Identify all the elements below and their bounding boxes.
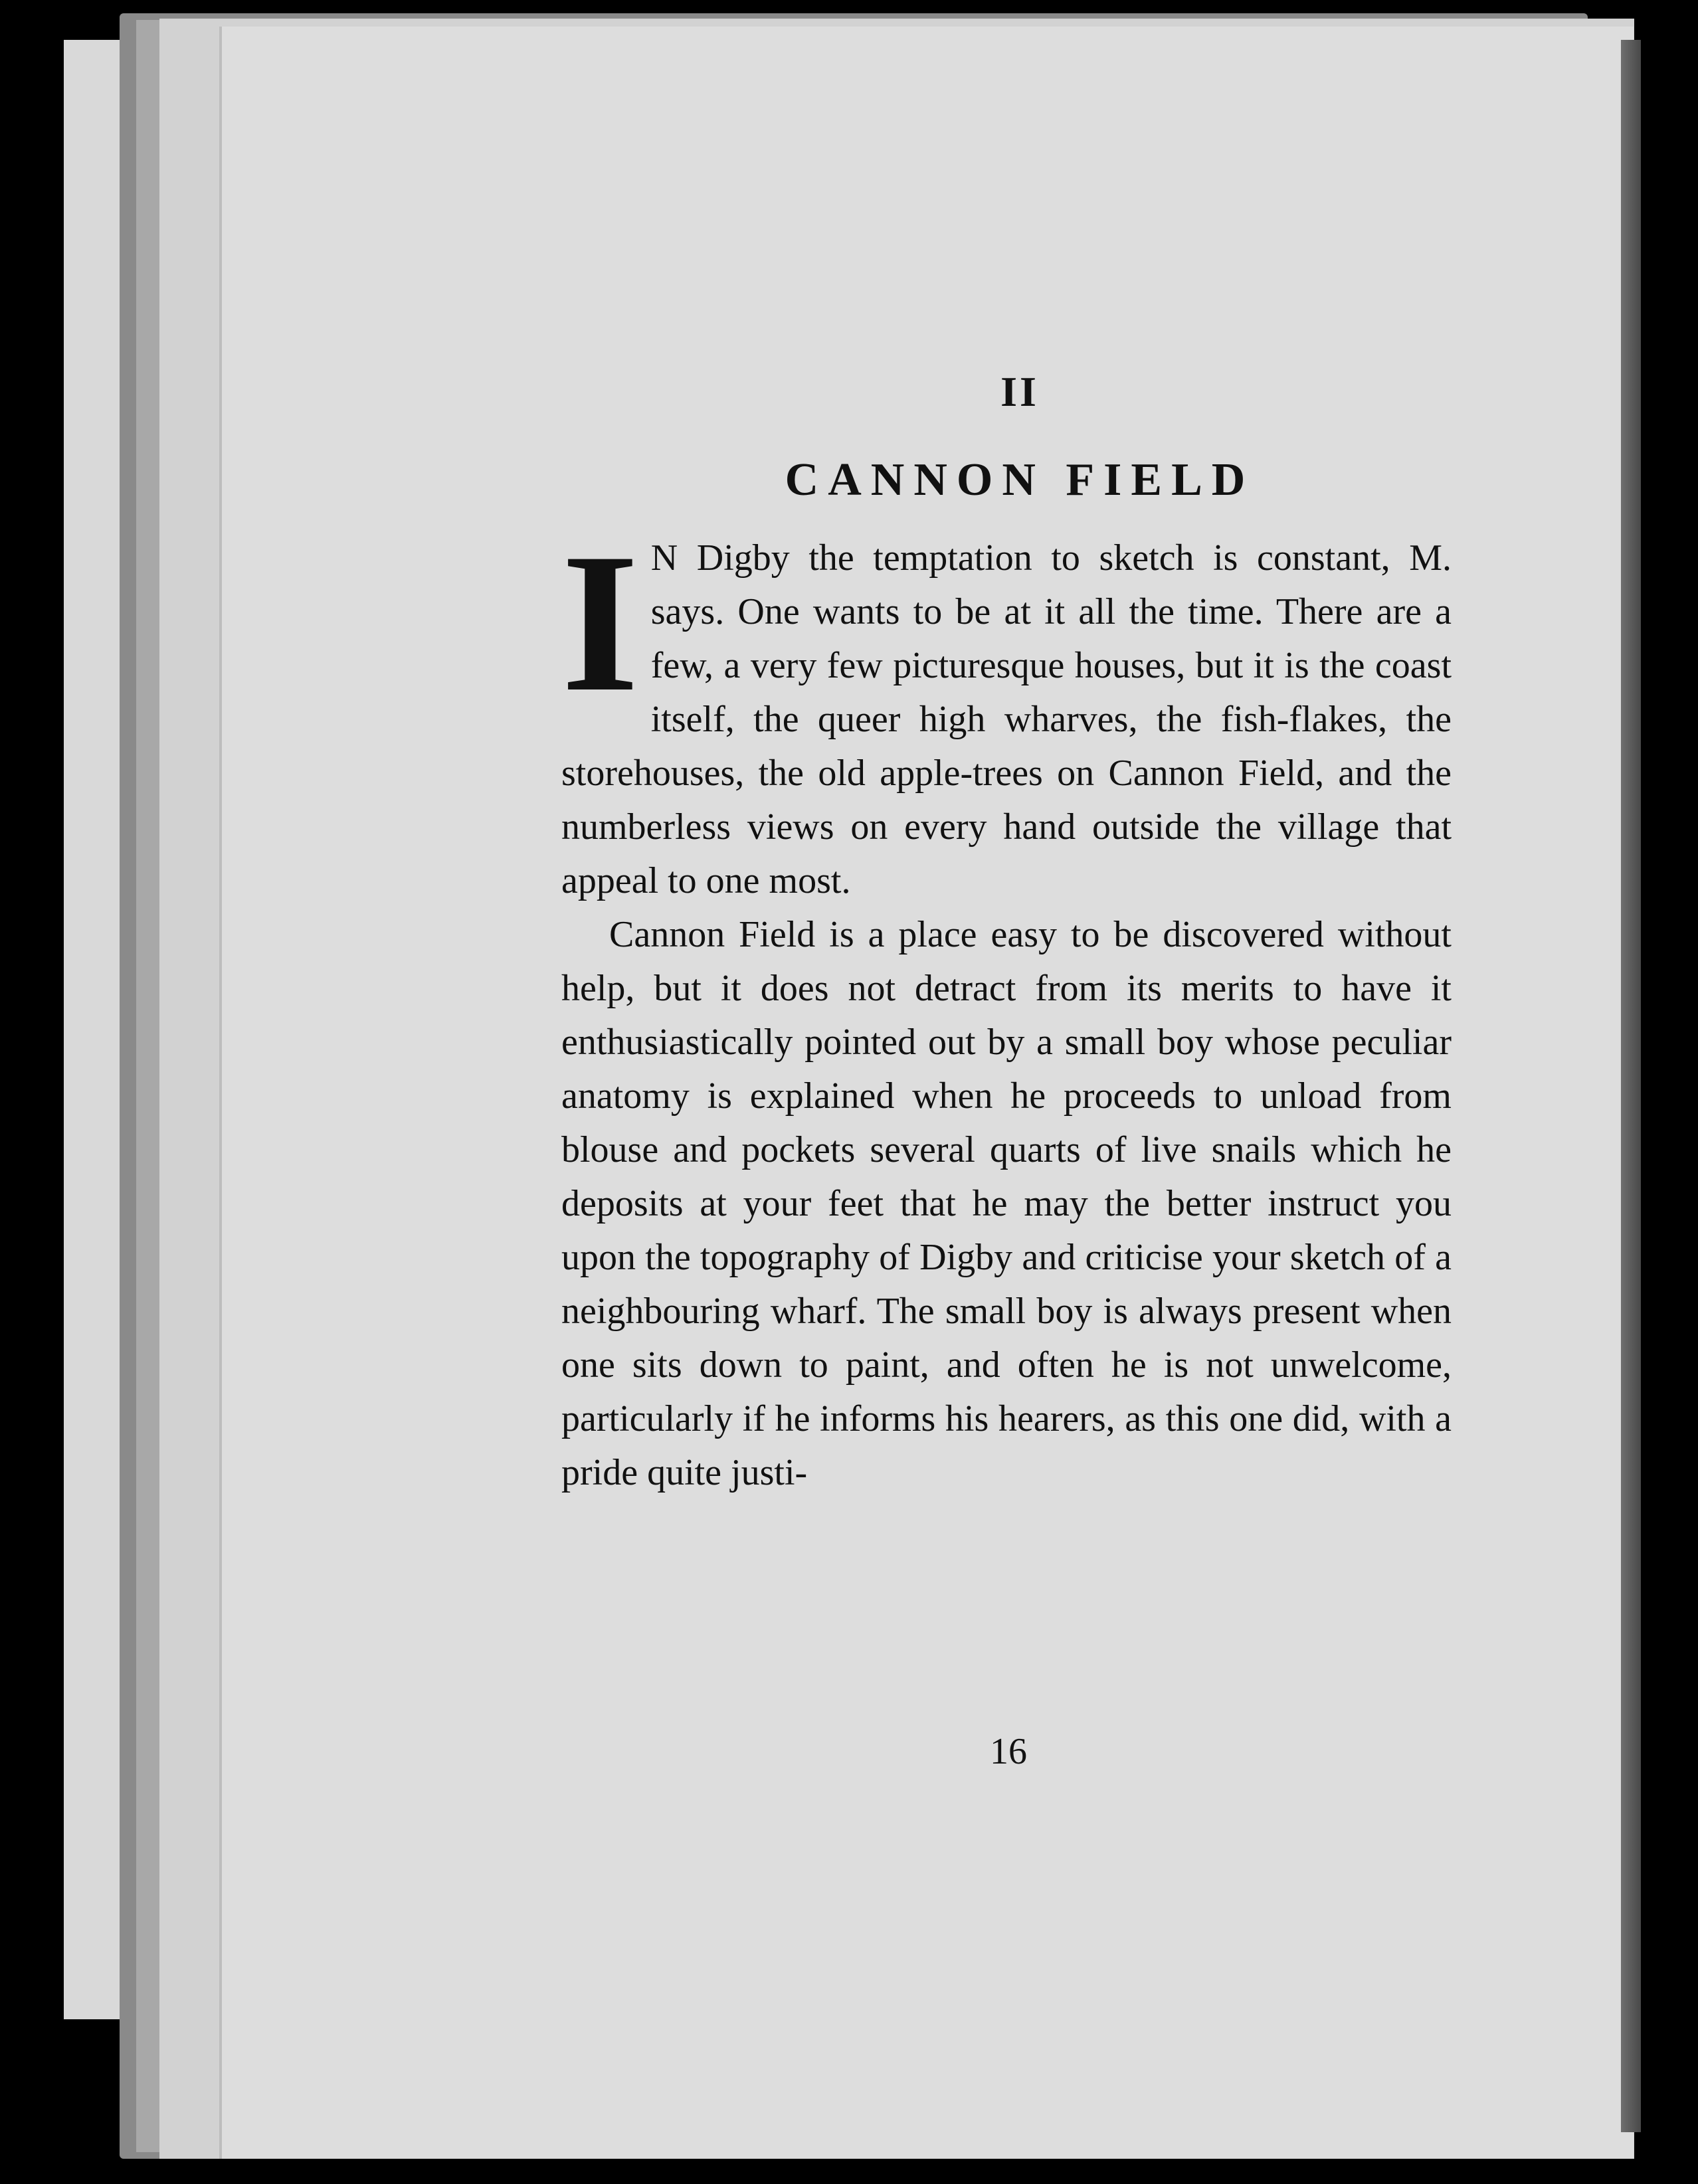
chapter-number: II	[1000, 368, 1039, 415]
paragraph-2: Cannon Field is a place easy to be discovered without help, but it does not detract from its merits to have it enthusiastically pointed out by a small boy whose peculiar anatomy is explained when he proceeds to unload from blouse and pockets several quarts of live snails which he deposits at your feet that he may the better instruct you upon the topography of Digby and criticise your sketch of a neighbouring wharf. The small boy is always present when one sits down to paint, and often he is not unwelcome, particularly if he informs his hearers, as this one did, with a pride quite justi-	[561, 914, 1452, 1493]
paragraph-1	[561, 512, 1452, 908]
paragraph-1-text: N Digby the temptation to sketch is constant, M. says. One wants to be at it all the time. There are a few, a very few picturesque houses, but it is the coast itself, the queer high wharves, the fish-flakes, the storehouses, the old apple-trees on Cannon Field, and the numberless views on every hand outside the village that appeal to one most.	[561, 537, 1452, 901]
page-text-block	[561, 355, 1452, 1500]
chapter-title: CANNON FIELD	[785, 454, 1255, 505]
drop-cap: I	[561, 512, 639, 733]
scan-background-right	[1641, 0, 1698, 2184]
page-number: 16	[990, 1731, 1027, 1772]
